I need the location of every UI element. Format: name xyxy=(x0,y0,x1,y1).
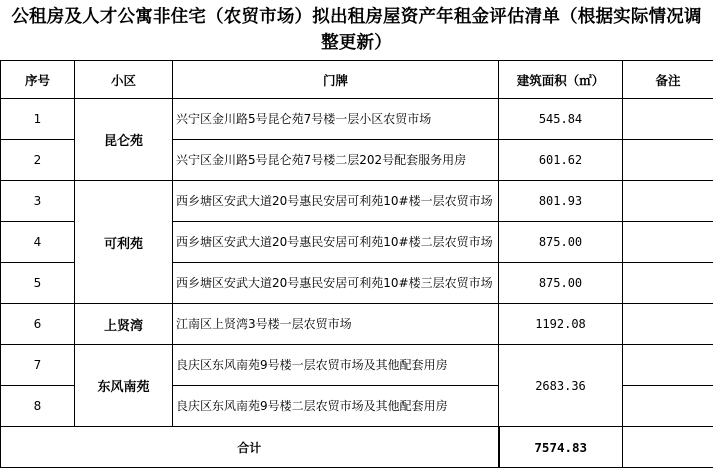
address-cell[interactable]: 江南区上贤湾3号楼一层农贸市场 xyxy=(173,304,499,345)
address-cell[interactable]: 西乡塘区安武大道20号惠民安居可利苑10#楼二层农贸市场 xyxy=(173,222,499,263)
note-cell[interactable] xyxy=(623,222,713,263)
note-cell[interactable] xyxy=(623,99,713,140)
table-row xyxy=(1,345,713,386)
area-cell[interactable]: 545.84 xyxy=(499,99,623,140)
community-cell-kunlun[interactable]: 昆仑苑 xyxy=(75,99,173,181)
note-cell[interactable] xyxy=(623,427,713,468)
seq-cell[interactable]: 8 xyxy=(1,386,75,427)
table-row xyxy=(1,181,713,222)
area-cell[interactable]: 875.00 xyxy=(499,222,623,263)
area-cell-merged[interactable]: 2683.36 xyxy=(499,345,623,427)
total-row xyxy=(1,427,713,468)
address-cell[interactable]: 兴宁区金川路5号昆仑苑7号楼二层202号配套服务用房 xyxy=(173,140,499,181)
note-cell[interactable] xyxy=(623,304,713,345)
community-cell-keli[interactable]: 可利苑 xyxy=(75,181,173,304)
area-cell[interactable]: 801.93 xyxy=(499,181,623,222)
address-cell[interactable]: 良庆区东风南苑9号楼二层农贸市场及其他配套用房 xyxy=(173,386,499,427)
total-value[interactable]: 7574.83 xyxy=(499,427,623,468)
rent-table xyxy=(0,60,713,468)
header-address[interactable]: 门牌 xyxy=(173,61,499,99)
address-cell[interactable]: 兴宁区金川路5号昆仑苑7号楼一层小区农贸市场 xyxy=(173,99,499,140)
table-row xyxy=(1,304,713,345)
area-cell[interactable]: 1192.08 xyxy=(499,304,623,345)
table-row xyxy=(1,99,713,140)
seq-cell[interactable]: 6 xyxy=(1,304,75,345)
seq-cell[interactable]: 7 xyxy=(1,345,75,386)
header-seq[interactable]: 序号 xyxy=(1,61,75,99)
note-cell[interactable] xyxy=(623,345,713,386)
area-cell[interactable]: 601.62 xyxy=(499,140,623,181)
community-cell-dongfeng[interactable]: 东风南苑 xyxy=(75,345,173,427)
document-title: 公租房及人才公寓非住宅（农贸市场）拟出租房屋资产年租金评估清单（根据实际情况调整更新） xyxy=(11,7,702,53)
address-cell[interactable]: 西乡塘区安武大道20号惠民安居可利苑10#楼一层农贸市场 xyxy=(173,181,499,222)
address-cell[interactable]: 良庆区东风南苑9号楼一层农贸市场及其他配套用房 xyxy=(173,345,499,386)
note-cell[interactable] xyxy=(623,181,713,222)
header-community[interactable]: 小区 xyxy=(75,61,173,99)
note-cell[interactable] xyxy=(623,263,713,304)
area-cell[interactable]: 875.00 xyxy=(499,263,623,304)
total-label[interactable]: 合计 xyxy=(1,427,499,468)
seq-cell[interactable]: 1 xyxy=(1,99,75,140)
community-cell-shangxian[interactable]: 上贤湾 xyxy=(75,304,173,345)
address-cell[interactable]: 西乡塘区安武大道20号惠民安居可利苑10#楼三层农贸市场 xyxy=(173,263,499,304)
seq-cell[interactable]: 3 xyxy=(1,181,75,222)
seq-cell[interactable]: 2 xyxy=(1,140,75,181)
seq-cell[interactable]: 5 xyxy=(1,263,75,304)
header-area[interactable]: 建筑面积（㎡） xyxy=(499,61,623,99)
header-note[interactable]: 备注 xyxy=(623,61,713,99)
note-cell[interactable] xyxy=(623,386,713,427)
header-row xyxy=(1,61,713,99)
note-cell[interactable] xyxy=(623,140,713,181)
seq-cell[interactable]: 4 xyxy=(1,222,75,263)
